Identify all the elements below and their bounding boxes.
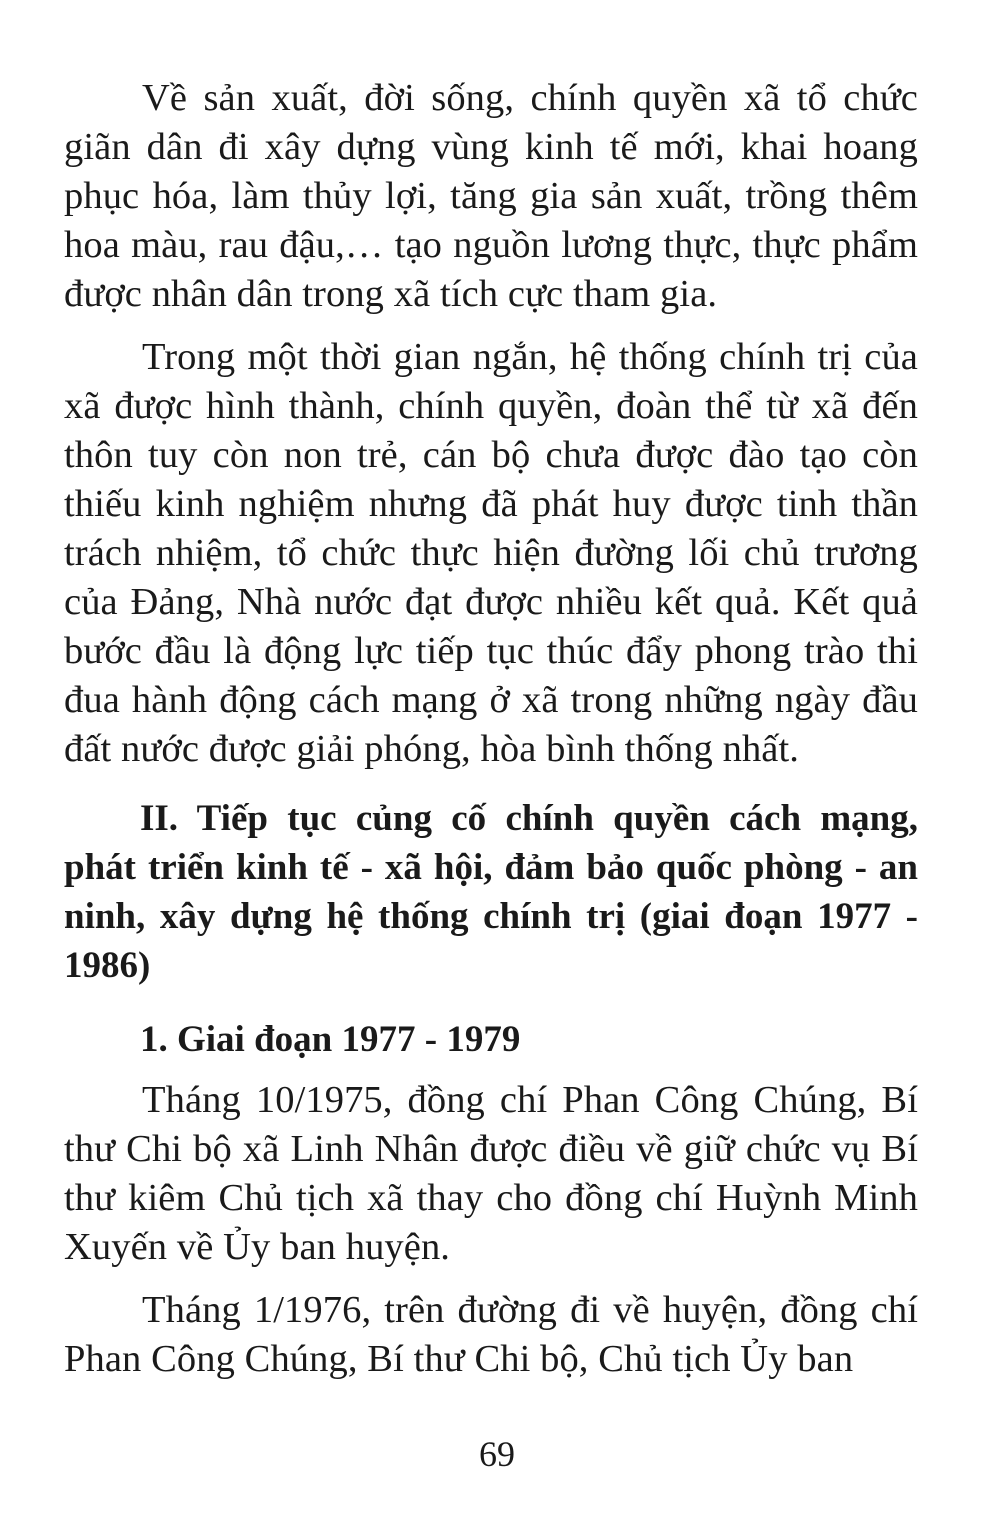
section-heading: II. Tiếp tục củng cố chính quyền cách mạng, phát triển kinh tế - xã hội, đảm bảo quốc phòng - an ninh, xây dựng hệ thống chính trị (giai đoạn 1977 - 1986) bbox=[64, 798, 918, 986]
body-paragraph: Tháng 10/1975, đồng chí Phan Công Chúng, Bí thư Chi bộ xã Linh Nhân được điều về giữ chức vụ Bí thư kiêm Chủ tịch xã thay cho đồng chí Huỳnh Minh Xuyến về Ủy ban huyện. bbox=[64, 1079, 918, 1268]
body-paragraph: Tháng 1/1976, trên đường đi về huyện, đồng chí Phan Công Chúng, Bí thư Chi bộ, Chủ tịch Ủy ban bbox=[64, 1289, 918, 1380]
page-number: 69 bbox=[479, 1434, 515, 1474]
page-content bbox=[64, 74, 918, 1384]
body-paragraph: Trong một thời gian ngắn, hệ thống chính trị của xã được hình thành, chính quyền, đoàn thể từ xã đến thôn tuy còn non trẻ, cán bộ chưa được đào tạo còn thiếu kinh nghiệm nhưng đã phát huy được tinh thần trách nhiệm, tổ chức thực hiện đường lối chủ trương của Đảng, Nhà nước đạt được nhiều kết quả. Kết quả bước đầu là động lực tiếp tục thúc đẩy phong trào thi đua hành động cách mạng ở xã trong những ngày đầu đất nước được giải phóng, hòa bình thống nhất. bbox=[64, 336, 918, 770]
subsection-heading: 1. Giai đoạn 1977 - 1979 bbox=[140, 1019, 521, 1060]
body-paragraph: Về sản xuất, đời sống, chính quyền xã tổ chức giãn dân đi xây dựng vùng kinh tế mới, khai hoang phục hóa, làm thủy lợi, tăng gia sản xuất, trồng thêm hoa màu, rau đậu,… tạo nguồn lương thực, thực phẩm được nhân dân trong xã tích cực tham gia. bbox=[64, 77, 918, 315]
